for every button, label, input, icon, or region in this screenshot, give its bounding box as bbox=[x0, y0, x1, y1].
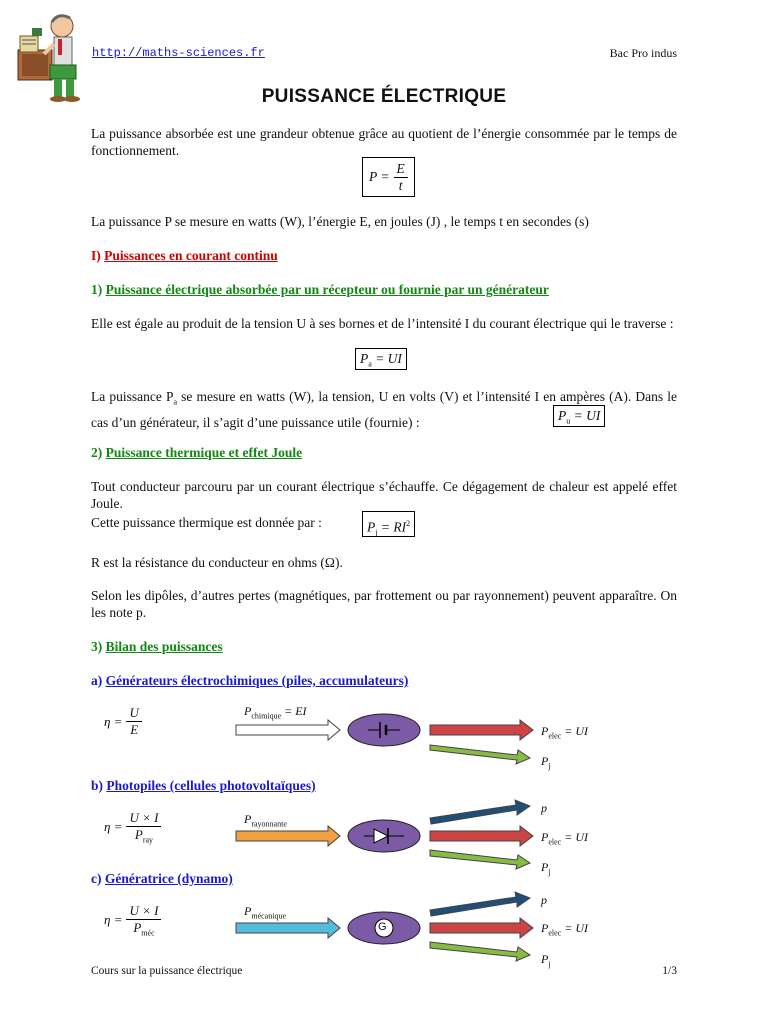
case-b-out-joule bbox=[541, 860, 551, 876]
case-b-num: b) bbox=[91, 778, 104, 793]
section-1-num: I) bbox=[91, 248, 101, 263]
formula-lhs: P = bbox=[369, 169, 390, 184]
footer-title: Cours sur la puissance électrique bbox=[91, 965, 243, 977]
case-b-den bbox=[126, 827, 161, 845]
sub-2-heading bbox=[91, 445, 302, 461]
case-a-input-p: P bbox=[244, 704, 252, 718]
case-b-out1-sub: elec bbox=[548, 837, 562, 847]
formula-pu-sub: u bbox=[566, 416, 571, 426]
case-b-input-sub: rayonnante bbox=[251, 819, 287, 829]
formula-pa-sub: a bbox=[368, 359, 372, 369]
case-c-out2-p: P bbox=[541, 952, 549, 966]
formula-pa-rhs: = UI bbox=[371, 351, 402, 366]
case-c-title: Génératrice (dynamo) bbox=[104, 871, 233, 886]
case-c-efficiency bbox=[104, 903, 161, 938]
case-b-num: U × I bbox=[126, 810, 161, 827]
case-c-input-p: P bbox=[244, 904, 252, 918]
case-a-num: a) bbox=[91, 673, 103, 688]
case-a-out-joule bbox=[541, 754, 551, 770]
case-b-out1-rhs: = UI bbox=[561, 830, 588, 844]
case-b-fraction bbox=[126, 810, 161, 845]
case-a-input-arrow bbox=[236, 720, 340, 740]
case-a-out2-sub: j bbox=[548, 761, 551, 771]
case-c-num: c) bbox=[91, 871, 102, 886]
case-a-out1-sub: elec bbox=[548, 731, 562, 741]
sub-3-num: 3) bbox=[91, 639, 103, 654]
sub-2-num: 2) bbox=[91, 445, 103, 460]
case-c-out1-sub: elec bbox=[548, 928, 562, 938]
case-c-out-arrow-p bbox=[430, 892, 530, 916]
case-b-input-p: P bbox=[244, 812, 252, 826]
case-a-eta: η = bbox=[104, 713, 123, 729]
course-level: Bac Pro indus bbox=[609, 46, 677, 60]
fraction-denominator: t bbox=[398, 177, 403, 193]
case-b-input-arrow bbox=[236, 826, 340, 846]
intro-text: La puissance absorbée est une grandeur obtenue grâce au quotient de l’énergie consommée par le temps de fonctionnement. bbox=[91, 126, 677, 158]
case-a-fraction bbox=[126, 705, 141, 738]
case-b-out-arrow-p bbox=[430, 800, 530, 824]
case-b-out-elec bbox=[541, 830, 588, 846]
formula-pj-sup: 2 bbox=[406, 519, 411, 528]
case-b-title: Photopiles (cellules photovoltaïques) bbox=[106, 778, 316, 793]
footer-page-number: 1/3 bbox=[662, 965, 677, 977]
sub-1-text-2b: se mesure en watts (W), la tension, U en volts (V) et l’intensité I en ampères (A). Dans le cas d’un générateur, il s’agit d’une puissance utile (fournie) : bbox=[91, 389, 677, 430]
case-c-input-sub: mécanique bbox=[251, 911, 286, 921]
sub-1-title: Puissance électrique absorbée par un récepteur ou fournie par un générateur bbox=[105, 282, 549, 297]
case-a-out-arrow-joule bbox=[430, 745, 530, 764]
case-c-input-arrow bbox=[236, 918, 340, 938]
case-c-out-arrow-joule bbox=[430, 942, 530, 961]
case-a-efficiency bbox=[104, 705, 142, 738]
formula-pj-symbol: P bbox=[367, 519, 376, 535]
case-b-out2-sub: j bbox=[548, 867, 551, 877]
page-title: PUISSANCE ÉLECTRIQUE bbox=[261, 86, 507, 107]
case-c-device-label: G bbox=[378, 921, 387, 933]
case-c-den bbox=[126, 920, 161, 938]
formula-pa-ui bbox=[355, 348, 407, 370]
formula-pj-rhs: = RI bbox=[377, 519, 407, 535]
case-c-out2-sub: j bbox=[548, 959, 551, 969]
formula-pj-sub: j bbox=[375, 528, 378, 538]
case-c-out-joule bbox=[541, 952, 551, 968]
case-a-den: E bbox=[130, 722, 139, 737]
case-a-input-sub: chimique bbox=[251, 711, 282, 721]
case-b-den-p: P bbox=[134, 827, 143, 842]
case-a-diagram bbox=[230, 700, 540, 770]
case-b-out-p: p bbox=[541, 801, 547, 815]
sub-1-heading bbox=[91, 282, 549, 298]
sub-2-text-2: R est la résistance du conducteur en ohms (Ω). bbox=[91, 555, 343, 570]
case-c-den-p: P bbox=[133, 920, 142, 935]
formula-pa-symbol: P bbox=[360, 351, 369, 366]
site-url-link[interactable]: http://maths-sciences.fr bbox=[92, 46, 265, 60]
sub-2-text: Tout conducteur parcouru par un courant électrique s’échauffe. Ce dégagement de chaleur est appelé effet Joule. bbox=[91, 479, 677, 511]
case-b-out1-p: P bbox=[541, 830, 549, 844]
sub-1-text-2a: La puissance P bbox=[91, 389, 174, 404]
case-c-out-elec bbox=[541, 921, 588, 937]
formula-pu-rhs: = UI bbox=[570, 408, 601, 423]
case-c-out-arrow-elec bbox=[430, 918, 533, 938]
case-b-eta: η = bbox=[104, 819, 123, 835]
formula-pj-ri2 bbox=[362, 511, 415, 537]
formula-pu-symbol: P bbox=[558, 408, 567, 423]
case-c-num: U × I bbox=[126, 903, 161, 920]
case-a-device bbox=[348, 714, 420, 746]
sub-1-text-2-sub: a bbox=[173, 397, 178, 407]
fraction bbox=[394, 161, 408, 194]
case-a-out1-rhs: = UI bbox=[561, 724, 588, 738]
case-a-out-elec bbox=[541, 724, 588, 740]
case-b-efficiency bbox=[104, 810, 161, 845]
case-a-out2-p: P bbox=[541, 754, 549, 768]
intro-units: La puissance P se mesure en watts (W), l’énergie E, en joules (J) , le temps t en secondes (s) bbox=[91, 214, 589, 229]
case-b-out-arrow-joule bbox=[430, 850, 530, 869]
case-a-out-arrow-elec bbox=[430, 720, 533, 740]
section-1-title: Puissances en courant continu bbox=[104, 248, 278, 263]
case-c-out1-p: P bbox=[541, 921, 549, 935]
formula-p-e-over-t bbox=[362, 157, 415, 197]
sub-3-heading bbox=[91, 639, 223, 655]
case-c-heading bbox=[91, 871, 233, 887]
sub-2-text-b: Cette puissance thermique est donnée par : bbox=[91, 515, 322, 530]
sub-1-text: Elle est égale au produit de la tension U à ses bornes et de l’intensité I du courant électrique qui le traverse : bbox=[91, 316, 674, 331]
case-c-out-p: p bbox=[541, 893, 547, 907]
case-c-den-sub: méc bbox=[141, 928, 155, 938]
case-a-out1-p: P bbox=[541, 724, 549, 738]
case-a-input-rhs: = EI bbox=[281, 704, 307, 718]
case-b-diagram bbox=[230, 798, 540, 878]
case-c-fraction bbox=[126, 903, 161, 938]
case-a-title: Générateurs électrochimiques (piles, accumulateurs) bbox=[105, 673, 409, 688]
case-a-num: U bbox=[126, 705, 141, 722]
case-a-heading bbox=[91, 673, 408, 689]
case-b-out-arrow-elec bbox=[430, 826, 533, 846]
case-c-eta: η = bbox=[104, 912, 123, 928]
sub-3-title: Bilan des puissances bbox=[105, 639, 223, 654]
case-c-out1-rhs: = UI bbox=[561, 921, 588, 935]
case-b-heading bbox=[91, 778, 316, 794]
section-1-heading bbox=[91, 248, 278, 264]
sub-2-title: Puissance thermique et effet Joule bbox=[105, 445, 303, 460]
case-b-out2-p: P bbox=[541, 860, 549, 874]
fraction-numerator: E bbox=[394, 161, 408, 178]
sub-1-num: 1) bbox=[91, 282, 103, 297]
formula-pu-ui bbox=[553, 405, 605, 427]
case-b-den-sub: ray bbox=[142, 835, 154, 845]
sub-2-text-3: Selon les dipôles, d’autres pertes (magnétiques, par frottement ou par rayonnement) peuvent apparaître. On les note p. bbox=[91, 588, 677, 620]
